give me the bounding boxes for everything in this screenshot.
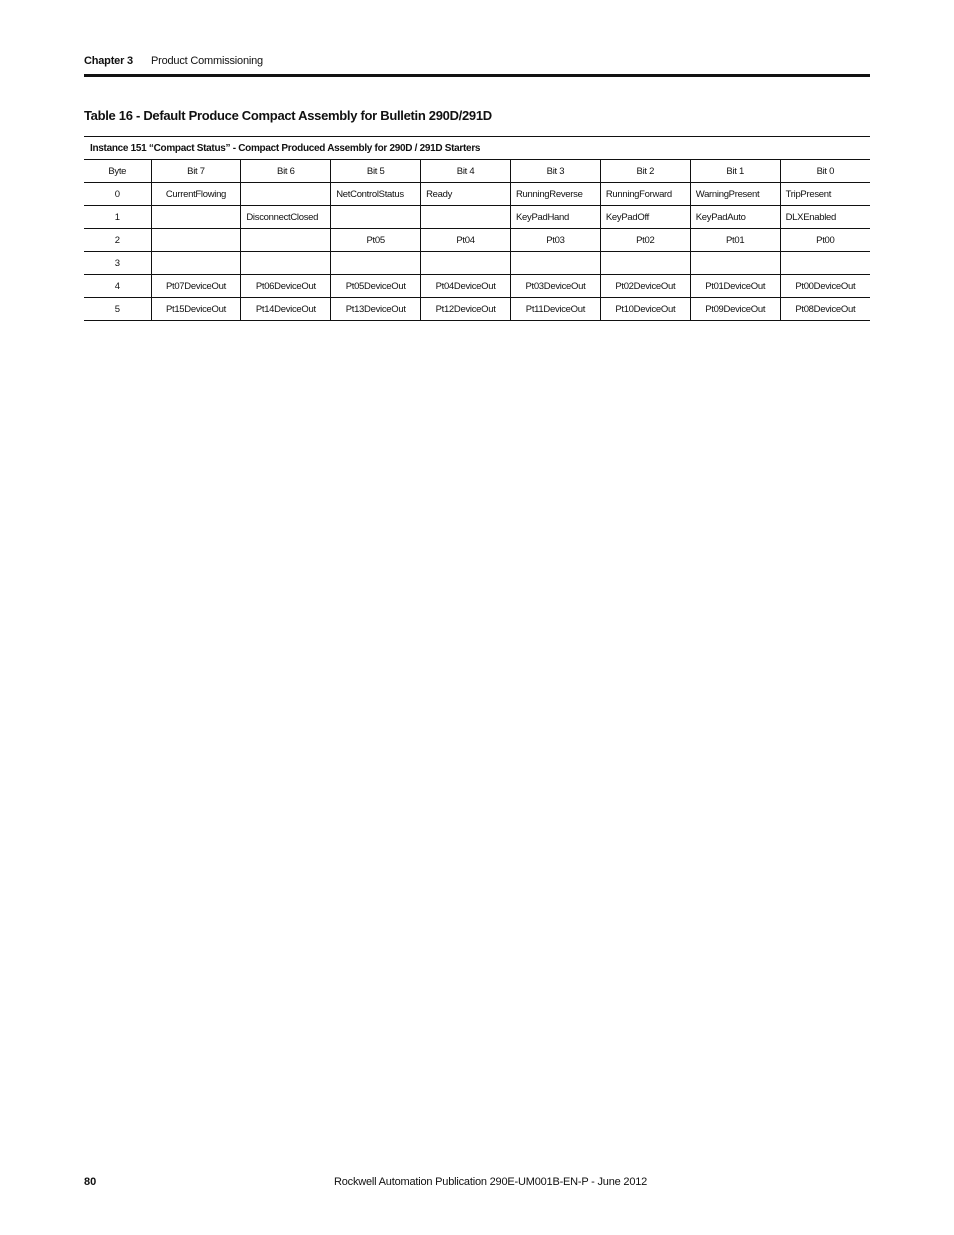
table-cell: Pt02	[600, 229, 690, 252]
table-cell	[331, 206, 421, 229]
table-cell	[600, 252, 690, 275]
table-cell: 1	[84, 206, 151, 229]
table-cell: 2	[84, 229, 151, 252]
table-cell: Pt04	[421, 229, 511, 252]
table-cell: KeyPadHand	[511, 206, 601, 229]
table-cell: RunningForward	[600, 183, 690, 206]
table-cell: Pt05	[331, 229, 421, 252]
header-divider	[84, 74, 870, 77]
assembly-table-container	[84, 136, 870, 321]
table-cell: Pt15DeviceOut	[151, 298, 241, 321]
table-cell: Pt13DeviceOut	[331, 298, 421, 321]
table-cell: RunningReverse	[511, 183, 601, 206]
column-header-bit5: Bit 5	[331, 160, 421, 183]
table-cell: CurrentFlowing	[151, 183, 241, 206]
table-cell: 4	[84, 275, 151, 298]
table-cell	[421, 252, 511, 275]
table-cell: Ready	[421, 183, 511, 206]
table-cell: KeyPadAuto	[690, 206, 780, 229]
table-cell	[151, 252, 241, 275]
table-cell: Pt14DeviceOut	[241, 298, 331, 321]
table-cell: Pt03	[511, 229, 601, 252]
table-cell: Pt07DeviceOut	[151, 275, 241, 298]
chapter-label: Chapter 3	[84, 55, 133, 67]
table-cell	[241, 252, 331, 275]
table-header-row	[84, 160, 870, 183]
table-cell: Pt00	[780, 229, 870, 252]
table-cell: NetControlStatus	[331, 183, 421, 206]
column-header-byte: Byte	[84, 160, 151, 183]
table-row	[84, 252, 870, 275]
column-header-bit0: Bit 0	[780, 160, 870, 183]
section-title: Product Commissioning	[151, 55, 263, 67]
table-cell: Pt11DeviceOut	[511, 298, 601, 321]
table-cell: TripPresent	[780, 183, 870, 206]
table-row	[84, 275, 870, 298]
column-header-bit1: Bit 1	[690, 160, 780, 183]
table-cell	[241, 229, 331, 252]
column-header-bit6: Bit 6	[241, 160, 331, 183]
table-cell: Pt02DeviceOut	[600, 275, 690, 298]
table-cell	[421, 206, 511, 229]
table-row	[84, 206, 870, 229]
table-cell: Pt10DeviceOut	[600, 298, 690, 321]
page-number: 80	[84, 1176, 97, 1188]
table-title: Table 16 - Default Produce Compact Assembly for Bulletin 290D/291D	[84, 108, 492, 123]
table-cell: 5	[84, 298, 151, 321]
table-cell	[511, 252, 601, 275]
column-header-bit3: Bit 3	[511, 160, 601, 183]
table-row	[84, 229, 870, 252]
column-header-bit4: Bit 4	[421, 160, 511, 183]
table-cell: DisconnectClosed	[241, 206, 331, 229]
table-cell: Pt09DeviceOut	[690, 298, 780, 321]
table-cell: 0	[84, 183, 151, 206]
table-cell: Pt06DeviceOut	[241, 275, 331, 298]
table-cell: Pt12DeviceOut	[421, 298, 511, 321]
column-header-bit7: Bit 7	[151, 160, 241, 183]
page-header	[84, 53, 870, 71]
table-cell	[241, 183, 331, 206]
table-cell	[331, 252, 421, 275]
table-cell: DLXEnabled	[780, 206, 870, 229]
table-cell	[151, 206, 241, 229]
publication-info: Rockwell Automation Publication 290E-UM001B-EN-P - June 2012	[334, 1176, 648, 1188]
table-cell: WarningPresent	[690, 183, 780, 206]
table-cell: 3	[84, 252, 151, 275]
table-cell: Pt08DeviceOut	[780, 298, 870, 321]
table-cell: KeyPadOff	[600, 206, 690, 229]
table-cell: Pt04DeviceOut	[421, 275, 511, 298]
table-caption-row	[84, 137, 870, 160]
table-row	[84, 298, 870, 321]
table-cell	[151, 229, 241, 252]
column-header-bit2: Bit 2	[600, 160, 690, 183]
table-cell: Pt01DeviceOut	[690, 275, 780, 298]
table-cell: Pt05DeviceOut	[331, 275, 421, 298]
table-cell	[780, 252, 870, 275]
table-cell: Pt03DeviceOut	[511, 275, 601, 298]
table-caption: Instance 151 “Compact Status” - Compact Produced Assembly for 290D / 291D Starters	[84, 137, 870, 160]
table-cell: Pt00DeviceOut	[780, 275, 870, 298]
table-cell	[690, 252, 780, 275]
assembly-table	[84, 136, 870, 321]
page-footer	[84, 1174, 870, 1192]
table-row	[84, 183, 870, 206]
table-cell: Pt01	[690, 229, 780, 252]
